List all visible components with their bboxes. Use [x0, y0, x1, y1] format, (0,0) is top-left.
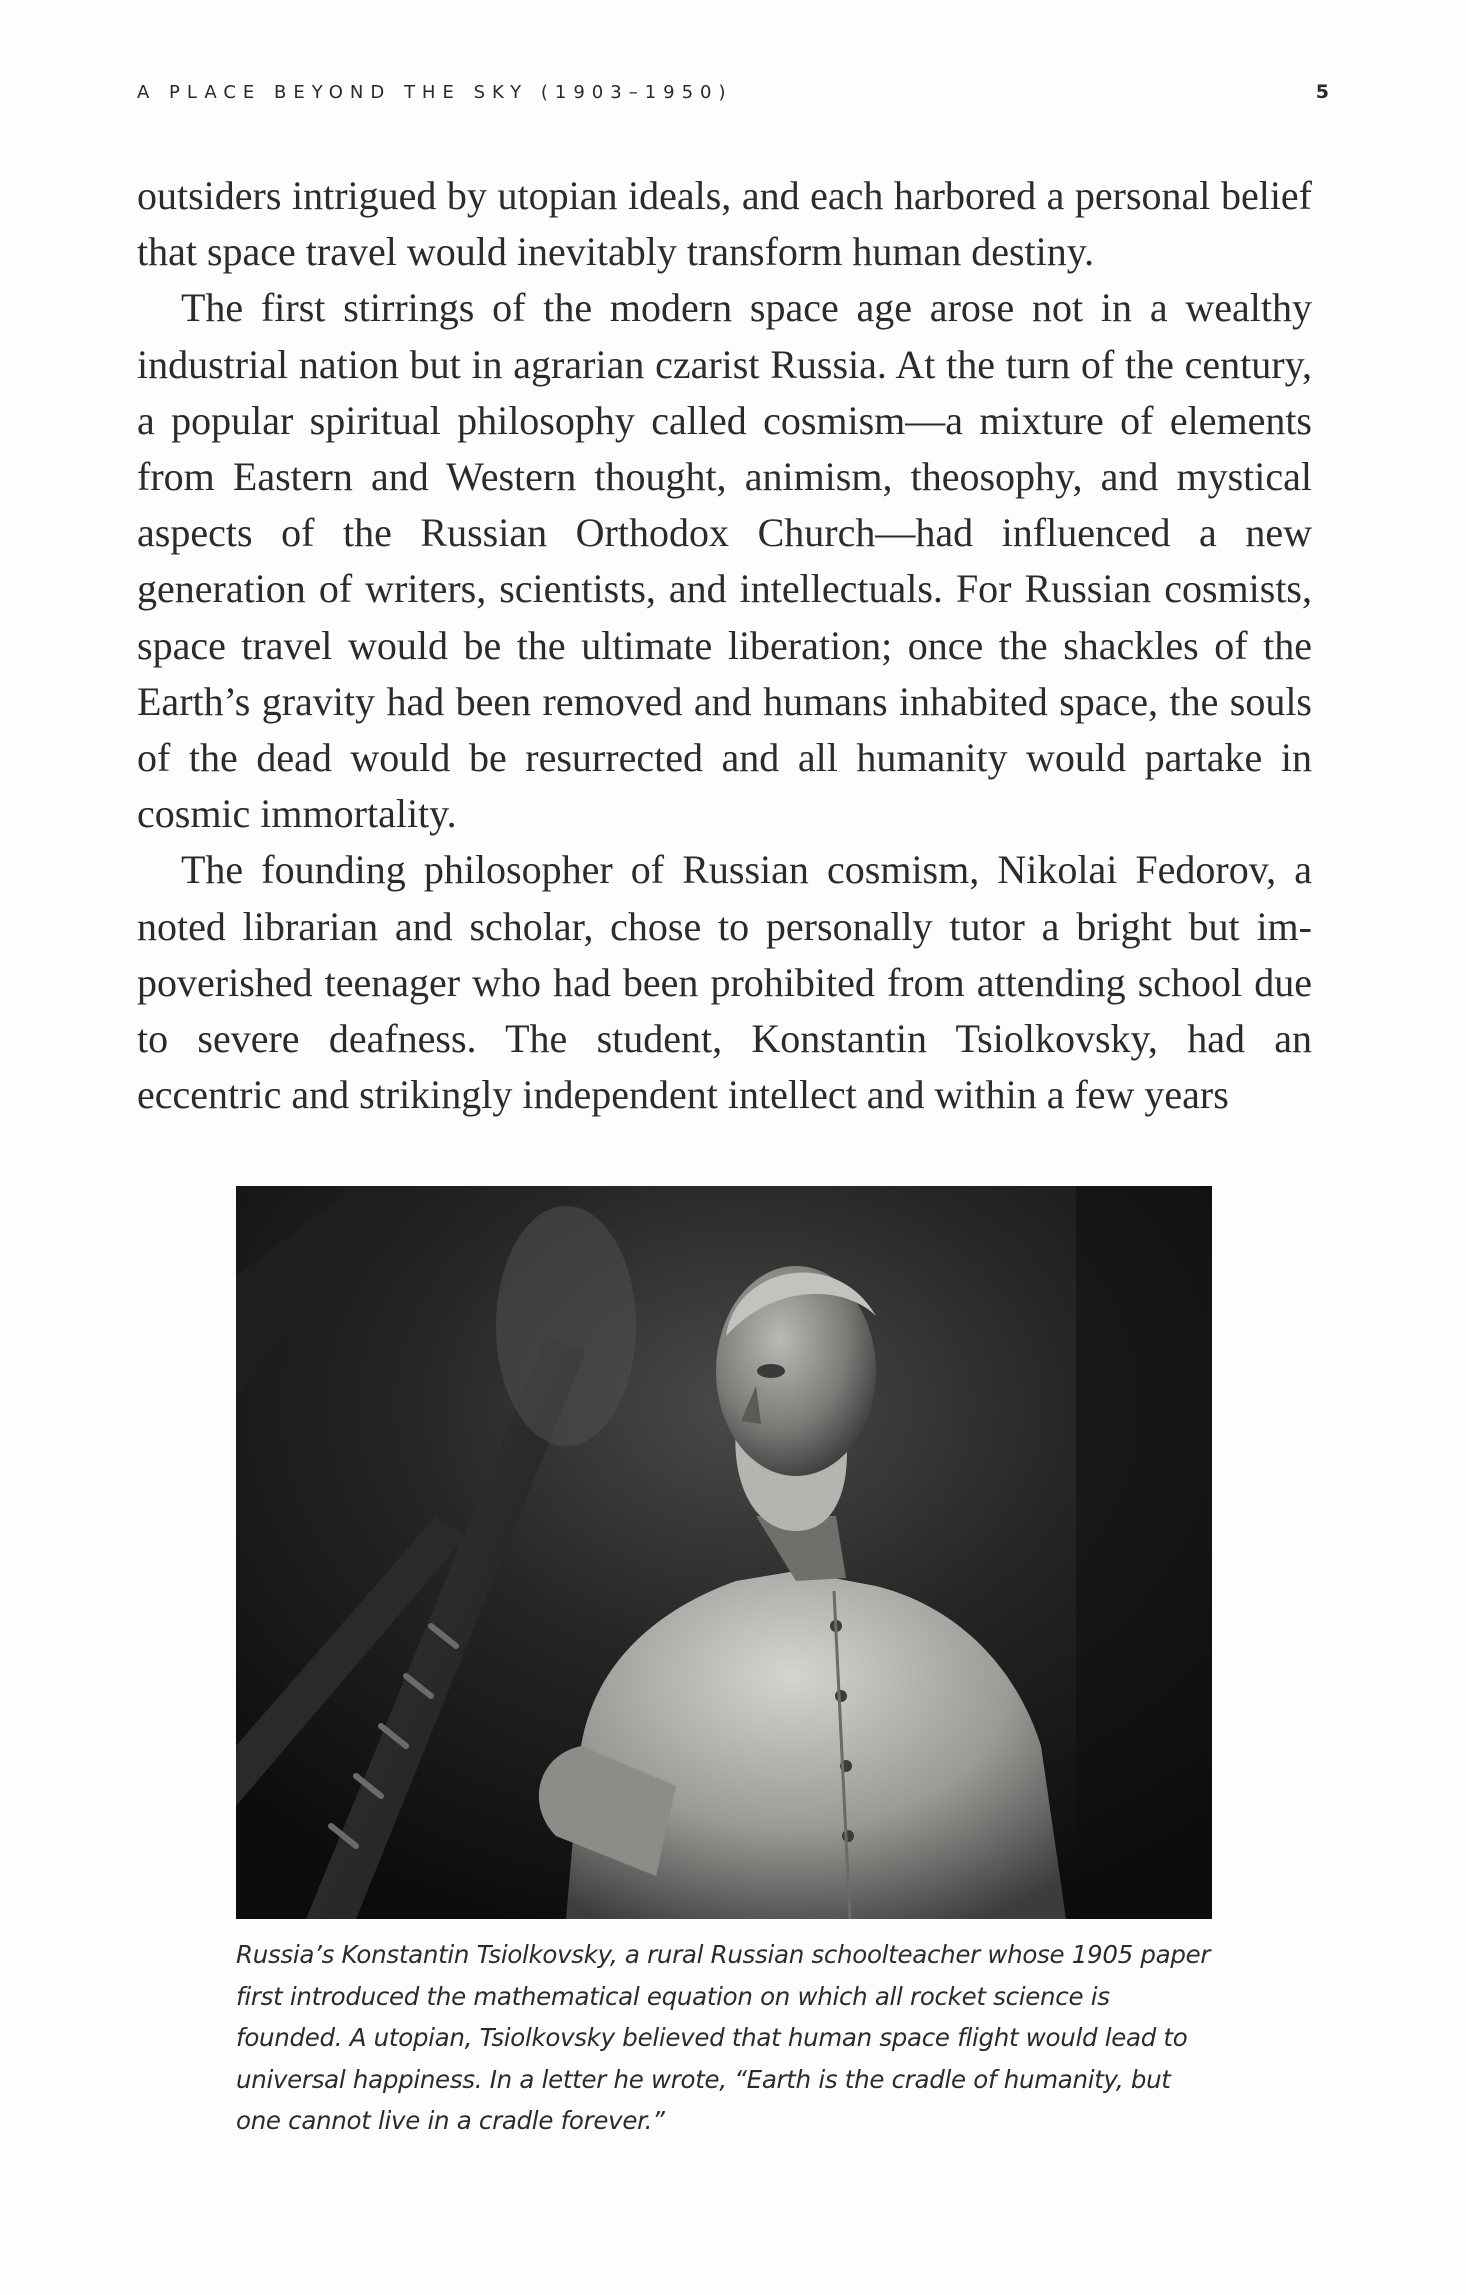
running-head	[137, 72, 1329, 112]
paragraph: The founding philosopher of Russian cosmism, Nikolai Fedorov, a noted librarian and scholar, chose to personally tutor a bright but impoverished teenager who had been prohibited from attending school due to severe deafness. The student, Konstantin Tsiolkovsky, had an eccentric and strikingly independent intellect and within a few years	[137, 847, 1312, 1118]
photo-image	[236, 1186, 1212, 1919]
paragraph: The first stirrings of the modern space age arose not in a wealthy industrial nation but in agrarian czarist Russia. At the turn of the century, a popular spiritual philosophy called cosmism—a mixture of elements from Eastern and Western thought, animism, theosophy, and mystical aspects of the Russian Orthodox Church—had influenced a new generation of writers, scientists, and intellectuals. For Russian cosmists, space travel would be the ultimate liberation; once the shackles of the Earth’s gravity had been removed and humans inhabited space, the souls of the dead would be resurrected and all humanity would partake in cosmic immortality.	[137, 285, 1312, 837]
paragraph: outsiders intrigued by utopian ideals, and each harbored a personal belief that space travel would inevitably transform human destiny.	[137, 173, 1312, 275]
page-number: 5	[1315, 81, 1329, 103]
figure-caption: Russia’s Konstantin Tsiolkovsky, a rural Russian schoolteacher whose 1905 paper first introduced the mathematical equation on which all rocket science is founded. A utopian, Tsiolkovsky believed that human space flight would lead to universal happiness. In a letter he wrote, “Earth is the cradle of humanity, but one cannot live in a cradle forever.”	[236, 1940, 1211, 2135]
body-text	[137, 168, 1312, 1123]
photo-tsiolkovsky	[236, 1186, 1212, 1919]
running-head-title: A PLACE BEYOND THE SKY (1903–1950)	[137, 81, 733, 103]
